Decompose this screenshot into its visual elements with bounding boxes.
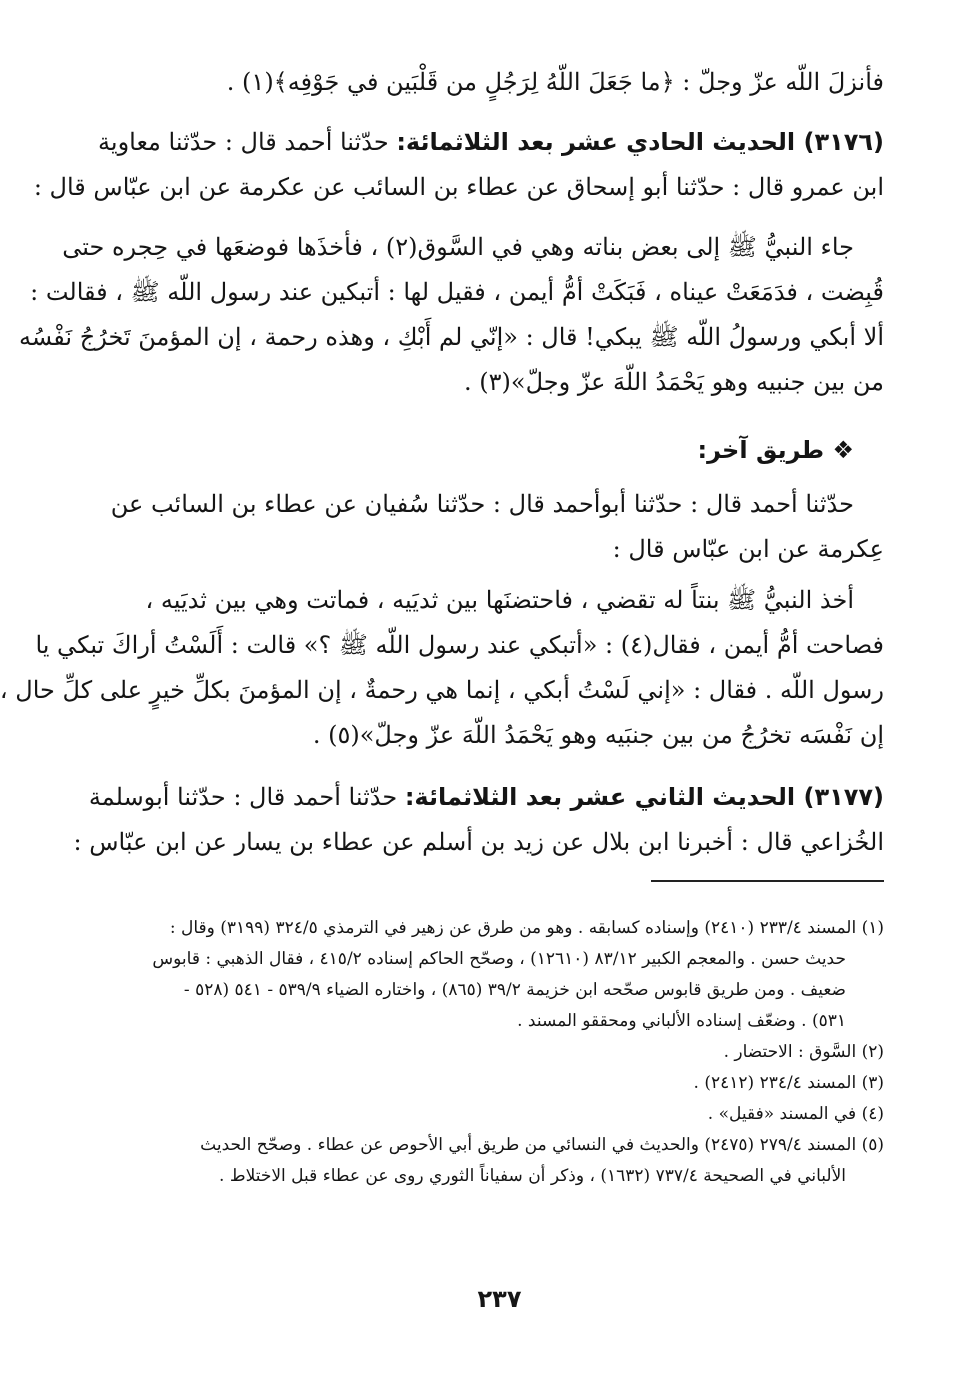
hadith-3176-isnad-start: حدّثنا أحمد قال : حدّثنا معاوية	[98, 128, 389, 156]
matn-line: أخذ النبيُّ ﷺ بنتاً له تقضي ، فاحتضنَها بين ثديَيه ، فماتت وهي بين ثديَيه ،	[145, 586, 854, 614]
matn-line: رسول اللّه . فقال : «إني لَسْتُ أبكي ، إنما هي رحمةٌ ، إن المؤمنَ بكلِّ خيرٍ على كلِّ حال ،	[0, 676, 884, 704]
footnote-1-line: حديث حسن . والمعجم الكبير ٨٣/١٢ (١٢٦١٠) ، وصحّح الحاكم إسناده ٤١٥/٢ ، فقال الذهبي : قابوس	[152, 949, 846, 969]
matn-line: ألا أبكي ورسولُ اللّه ﷺ يبكي! قال : «إنّي لم أَبْكِ ، وهذه رحمة ، إن المؤمنَ تَخرُجُ نَفْسُه	[19, 323, 884, 351]
hadith-3176	[33, 120, 884, 210]
footnote-1-line: (١) المسند ٢٣٣/٤ (٢٤١٠) وإسناده كسابقه . وهو من طرق عن زهير في الترمذي ٣٢٤/٥ (٣١٩٩) وقال :	[169, 918, 884, 938]
footnote-divider	[651, 880, 884, 882]
footnote-1-line: ضعيف . ومن طريق قابوس صحّحه ابن خزيمة ٣٩/٢ (٨٦٥) ، واختاره الضياء ٥٣٩/٩ - ٥٤١ (٥٢٨ -	[183, 980, 846, 1000]
hadith-3176-title: (٣١٧٦) الحديث الحادي عشر بعد الثلاثمائة:	[396, 128, 884, 156]
isnad-line: حدّثنا أحمد قال : حدّثنا أبوأحمد قال : حدّثنا سُفيان عن عطاء بن السائب عن	[110, 490, 854, 518]
hadith-3176-heading-line	[98, 120, 884, 165]
footnote-1-line: ٥٣١) . وضعّف إسناده الألباني ومحققو المسند .	[517, 1011, 846, 1031]
matn-line: جاء النبيُّ ﷺ إلى بعض بناته وهي في السَّوق(٢) ، فأخذَها فوضعَها في حِجره حتى	[62, 233, 854, 261]
hadith-3176-matn	[19, 225, 884, 405]
page-number: ٢٣٧	[477, 1285, 522, 1313]
hadith-3177-isnad-start: حدّثنا أحمد قال : حدّثنا أبوسلمة	[88, 783, 398, 811]
hadith-3177	[73, 775, 884, 865]
alt-route-matn	[0, 578, 884, 758]
matn-line: من بين جنبيه وهو يَحْمَدُ اللّهَ عزّ وجلّ»(٣) .	[464, 368, 884, 396]
footnote-4: (٤) في المسند «فقيل» .	[707, 1104, 884, 1124]
alt-route-heading: ❖ طريق آخر:	[697, 436, 854, 464]
hadith-3176-isnad-line: ابن عمرو قال : حدّثنا أبو إسحاق عن عطاء بن السائب عن عكرمة عن ابن عبّاس قال :	[33, 173, 884, 201]
matn-line: فصاحت أمُّ أيمن ، فقال(٤) : «أتبكي عند رسول اللّه ﷺ ؟» قالت : أَلَسْتُ أراكَ تبكي يا	[35, 631, 884, 659]
alt-route-isnad	[110, 482, 884, 572]
hadith-3177-title: (٣١٧٧) الحديث الثاني عشر بعد الثلاثمائة:	[404, 783, 884, 811]
footnotes	[114, 913, 884, 1192]
footnote-3: (٣) المسند ٢٣٤/٤ (٢٤١٢) .	[693, 1073, 884, 1093]
isnad-line: عِكرمة عن ابن عبّاس قال :	[612, 535, 884, 563]
opening-line: فأنزلَ اللّه عزّ وجلّ : ﴿ما جَعَلَ اللّهُ لِرَجُلٍ من قَلْبَين في جَوْفِه﴾(١) .	[226, 68, 884, 96]
matn-line: إن نَفْسَه تخرُجُ من بين جنبَيه وهو يَحْمَدُ اللّهَ عزّ وجلّ»(٥) .	[312, 721, 884, 749]
hadith-3177-heading-line	[88, 775, 884, 820]
alt-route-heading-block	[114, 428, 884, 473]
footnote-5-line: (٥) المسند ٢٧٩/٤ (٢٤٧٥) والحديث في النسائي من طريق أبي الأحوص عن عطاء . وصحّح الحديث	[200, 1135, 884, 1155]
main-text	[114, 60, 884, 105]
footnote-5-line: الألباني في الصحيحة ٧٣٧/٤ (١٦٣٢) ، وذكر أن سفياناً الثوري روى عن عطاء قبل الاختلاط .	[219, 1166, 846, 1186]
matn-line: قُبِضت ، فدَمَعَتْ عيناه ، فَبَكَتْ أمُّ أيمن ، فقيل لها : أتبكين عند رسول اللّه ﷺ ، فقالت :	[30, 278, 884, 306]
footnote-2: (٢) السَّوق : الاحتضار .	[723, 1042, 884, 1062]
hadith-3177-isnad-line: الخُزاعي قال : أخبرنا ابن بلال عن زيد بن أسلم عن عطاء بن يسار عن ابن عبّاس :	[73, 828, 884, 856]
